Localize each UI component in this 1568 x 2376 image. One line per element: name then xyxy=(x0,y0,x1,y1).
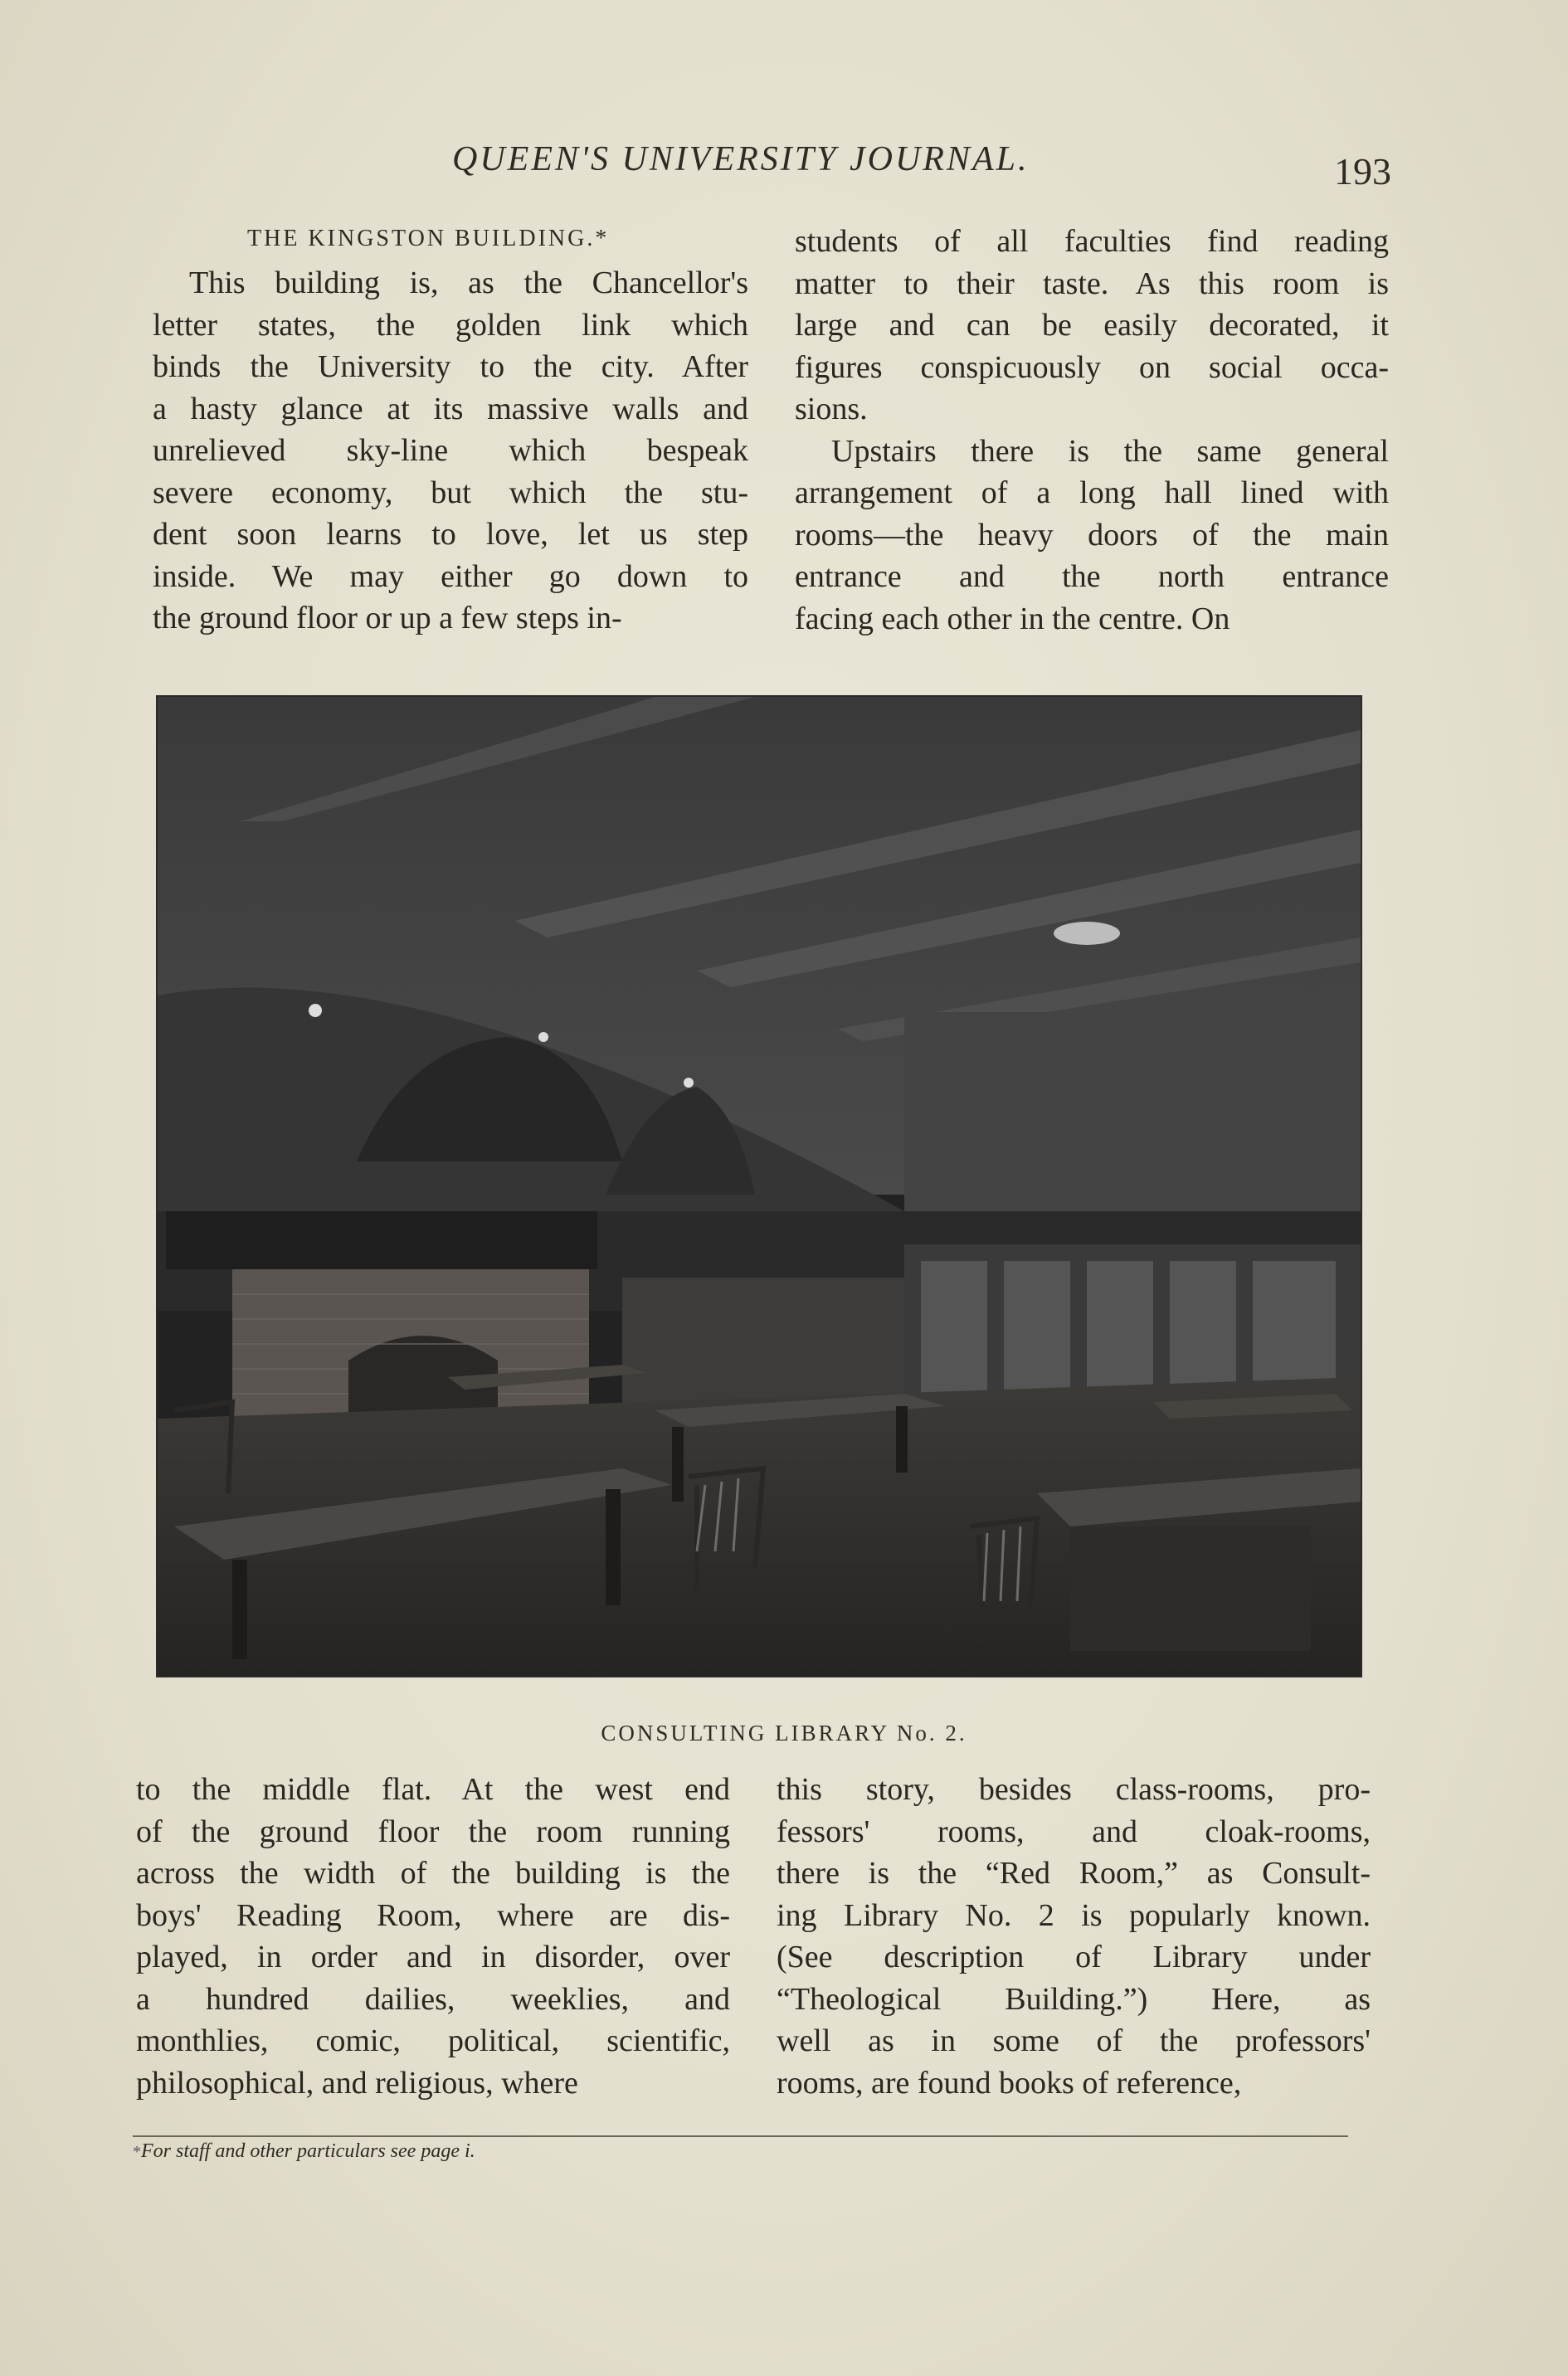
text-line: matter to their taste. As this room is xyxy=(795,265,1389,301)
text-line: fessors' rooms, and cloak-rooms, xyxy=(777,1814,1371,1849)
text-line: monthlies, comic, political, scientific, xyxy=(136,2023,730,2058)
text-line: there is the “Red Room,” as Consult- xyxy=(777,1856,1371,1891)
running-head: QUEEN'S UNIVERSITY JOURNAL. xyxy=(452,140,1030,178)
text-line: “Theological Building.”) Here, as xyxy=(777,1981,1371,2017)
footnote xyxy=(133,2140,475,2163)
text-column-bottom-right xyxy=(777,1769,1371,2104)
text-line: to the middle flat. At the west end xyxy=(136,1772,730,1807)
page-number: 193 xyxy=(1334,150,1391,192)
text-line: large and can be easily decorated, it xyxy=(795,308,1389,343)
text-line: arrangement of a long hall lined with xyxy=(795,475,1389,510)
figure-caption: CONSULTING LIBRARY No. 2. xyxy=(601,1721,967,1745)
text-line: letter states, the golden link which xyxy=(153,307,748,343)
text-column-top-left xyxy=(153,262,748,640)
text-line: (See description of Library under xyxy=(777,1940,1371,1974)
text-line: ing Library No. 2 is popularly known. xyxy=(777,1897,1371,1933)
text-line: students of all faculties find reading xyxy=(795,224,1389,259)
text-line: rooms, are found books of reference, xyxy=(777,2065,1242,2101)
text-column-bottom-left xyxy=(136,1769,730,2104)
footnote-text: For staff and other particulars see page i. xyxy=(141,2140,475,2162)
text-line: well as in some of the professors' xyxy=(777,2023,1371,2058)
text-line: rooms—the heavy doors of the main xyxy=(795,517,1389,553)
text-line: across the width of the building is the xyxy=(136,1856,730,1891)
text-column-top-right xyxy=(795,221,1389,640)
footnote-mark: * xyxy=(133,2143,141,2161)
text-line: played, in order and in disorder, over xyxy=(136,1940,730,1974)
text-line: severe economy, but which the stu- xyxy=(153,475,748,510)
text-line: entrance and the north entrance xyxy=(795,559,1389,594)
text-line: of the ground floor the room running xyxy=(136,1814,730,1849)
text-line: This building is, as the Chancellor's xyxy=(189,265,748,300)
text-line: facing each other in the centre. On xyxy=(795,601,1230,636)
text-line: the ground floor or up a few steps in- xyxy=(153,601,622,635)
text-line: inside. We may either go down to xyxy=(153,558,748,594)
text-line: philosophical, and religious, where xyxy=(136,2065,578,2101)
section-heading: THE KINGSTON BUILDING.* xyxy=(247,226,610,251)
library-photograph xyxy=(158,697,1361,1676)
text-line: a hasty glance at its massive walls and xyxy=(153,391,748,426)
text-line: dent soon learns to love, let us step xyxy=(153,517,748,552)
text-line: a hundred dailies, weeklies, and xyxy=(136,1981,730,2017)
text-line: boys' Reading Room, where are dis- xyxy=(136,1897,730,1933)
text-line: this story, besides class-rooms, pro- xyxy=(777,1772,1371,1807)
text-line: unrelieved sky-line which bespeak xyxy=(153,433,748,468)
text-line: Upstairs there is the same general xyxy=(831,433,1389,469)
text-line: figures conspicuously on social occa- xyxy=(795,349,1389,385)
text-line: binds the University to the city. After xyxy=(153,349,748,384)
footnote-rule xyxy=(133,2135,1348,2137)
text-line: sions. xyxy=(795,392,868,426)
